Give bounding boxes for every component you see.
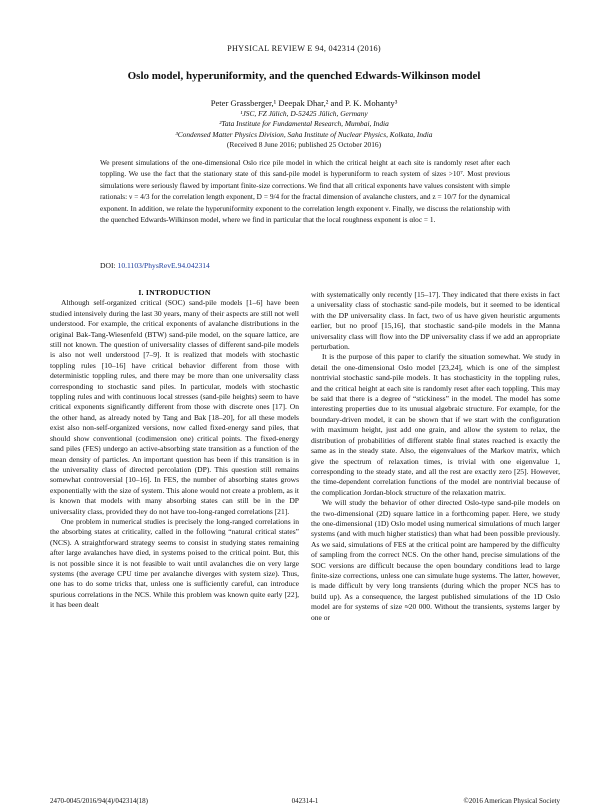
paper-title: Oslo model, hyperuniformity, and the quenched Edwards-Wilkinson model bbox=[127, 70, 481, 82]
footer-issn: 2470-0045/2016/94(4)/042314(18) bbox=[50, 797, 148, 805]
abstract: We present simulations of the one-dimensional Oslo rice pile model in which the critical height at each site is randomly reset after each toppling. We use the fact that the stationary state of this sand-pile model is hyperuniform to reach system of sizes >10⁷. Most previous simulations were seriously flawed by important finite-size corrections. We find that all critical exponents have values consistent with simple rationals: ν = 4/3 for the correlation length exponent, D = 9/4 for the fractal dimension of avalanche clusters, and z = 10/7 for the dynamical exponent. In addition, we relate the hyperuniformity exponent to the correlation length exponent ν. Finally, we discuss the relationship with the quenched Edwards-Wilkinson model, where we find in particular that the local roughness exponent is αloc = 1. bbox=[100, 158, 510, 225]
doi-line bbox=[100, 261, 210, 270]
right-column bbox=[311, 290, 560, 623]
paragraph: One problem in numerical studies is precisely the long-ranged correlations in the absorbing states at criticality, called in the following “natural critical states” (NCS). A straightforward strategy seems to consist in studying states remaining after large avalanches have died, in systems poised to the critical point. But, this is not possible since it is not feasible to wait until avalanches die on very large systems (the average CPU time per avalanche diverges with system size). Thus, one has to do some tricks that, unless one is sufficiently careful, can introduce spurious correlations in the NCS. While this problem was known quite early [22], it has been dealt bbox=[50, 516, 299, 610]
author-list: Peter Grassberger,¹ Deepak Dhar,² and P. K. Mohanty³ bbox=[210, 98, 398, 108]
affiliation-3: ³Condensed Matter Physics Division, Saha Institute of Nuclear Physics, Kolkata, India bbox=[175, 129, 433, 139]
paragraph: It is the purpose of this paper to clarify the situation somewhat. We study in detail the one-dimensional Oslo model [23,24], which is one of the simplest nontrivial stochastic sand-pile models. It has stochasticity in the toppling rules, and the critical height at each site is randomly reset after each toppling. This may be said that there is a degree of “stickiness” in the model. The model has some interesting properties due to its unusual algebraic structure. For example, for the boundary-driven model, it can be shown that if we start with the configuration with maximum height, just add one grain, and allow the system to relax, the distribution of probabilities of different stable final states reached is exactly the same as in the steady state. Also, the eigenvalues of the Markov matrix, which give the spectrum of relaxation times, is trivial with one eigenvalue 1, corresponding to the steady state, and all the rest are exactly zero [25]. However, the time-dependent correlation functions of the model are nontrivial because of the complication Jordan-block structure of the relaxation matrix. bbox=[311, 352, 560, 497]
affiliation-1: ¹JSC, FZ Jülich, D-52425 Jülich, Germany bbox=[240, 109, 368, 118]
paragraph: We will study the behavior of other directed Oslo-type sand-pile models on the two-dimensional (2D) square lattice in a forthcoming paper. Here, we study the one-dimensional (1D) Oslo model using numerical simulations of much larger systems (and with much higher statistics) than what had been possible previously. As we said, simulations of FES at the critical point are hampered by the difficulty of sampling from the correct NCS. On the other hand, precise simulations of the SOC versions are difficult because the open boundary conditions lead to large finite-size corrections, unless one can simulate huge systems. The latter, however, is made difficult by very long transients (during which the proper NCS has to build up). As a consequence, the largest published simulations of the 1D Oslo model are for systems of size ≈20 000. Without the transients, systems larger by one or bbox=[311, 498, 560, 622]
received-date: (Received 8 June 2016; published 25 October 2016) bbox=[226, 140, 382, 150]
affiliation-2: ²Tata Institute for Fundamental Research, Mumbai, India bbox=[219, 119, 389, 129]
section-heading: I. INTRODUCTION bbox=[138, 288, 211, 297]
doi-link[interactable]: 10.1103/PhysRevE.94.042314 bbox=[117, 261, 210, 270]
affiliations bbox=[40, 109, 568, 151]
journal-header: PHYSICAL REVIEW E 94, 042314 (2016) bbox=[227, 44, 381, 53]
footer-page-number: 042314-1 bbox=[291, 797, 319, 805]
paragraph: Although self-organized critical (SOC) sand-pile models [1–6] have been studied intensively during the last 30 years, many of their aspects are still not well understood. For example, the critical exponents of avalanche distributions in the original Bak-Tang-Wiesenfeld (BTW) sand-pile model, on the square lattice, are still not known. The question of universality classes of different sand-pile models is also not well understood [7–9]. It is realized that models with stochastic toppling rules [10–16] have critical behavior different from those with deterministic toppling rules, and there may be more than one universality class corresponding to stochastic sand piles. In particular, models with stochastic toppling rules and with continuous local stresses (sand-pile heights) seem to have critical exponents significantly different from those with discrete ones [17]. On the other hand, as already noted by Tang and Bak [18–20], for all these models exist also non-self-organized versions, now called fixed-energy sand piles, that should show conventional (codimension one) critical points. The fixed-energy sand piles (FES) undergo an active-absorbing state transition as a function of the mean density of particles. An important question has been if this transition is in the universality class of directed percolation (DP). This question still remains somewhat controversial [10–16]. In FES, the number of absorbing states grows exponentially with the size of system. This alone would not create a problem, as it is known that models with many absorbing states can still be in the DP universality class, provided they do not have too-long-ranged correlations [21]. bbox=[50, 298, 299, 516]
footer-copyright: ©2016 American Physical Society bbox=[463, 797, 560, 805]
doi-label: DOI: bbox=[100, 261, 116, 270]
paragraph: with systematically only recently [15–17]. They indicated that there exists in fact a universality class of stochastic sand-pile models, but it seemed to be identical with the DP universality class. In fact, two of us have given heuristic arguments earlier, but no proof [15,16], that stochastic sand-pile models in the Manna universality class will flow into the DP universality class if we add an appropriate perturbation. bbox=[311, 290, 560, 352]
left-column bbox=[50, 288, 299, 611]
